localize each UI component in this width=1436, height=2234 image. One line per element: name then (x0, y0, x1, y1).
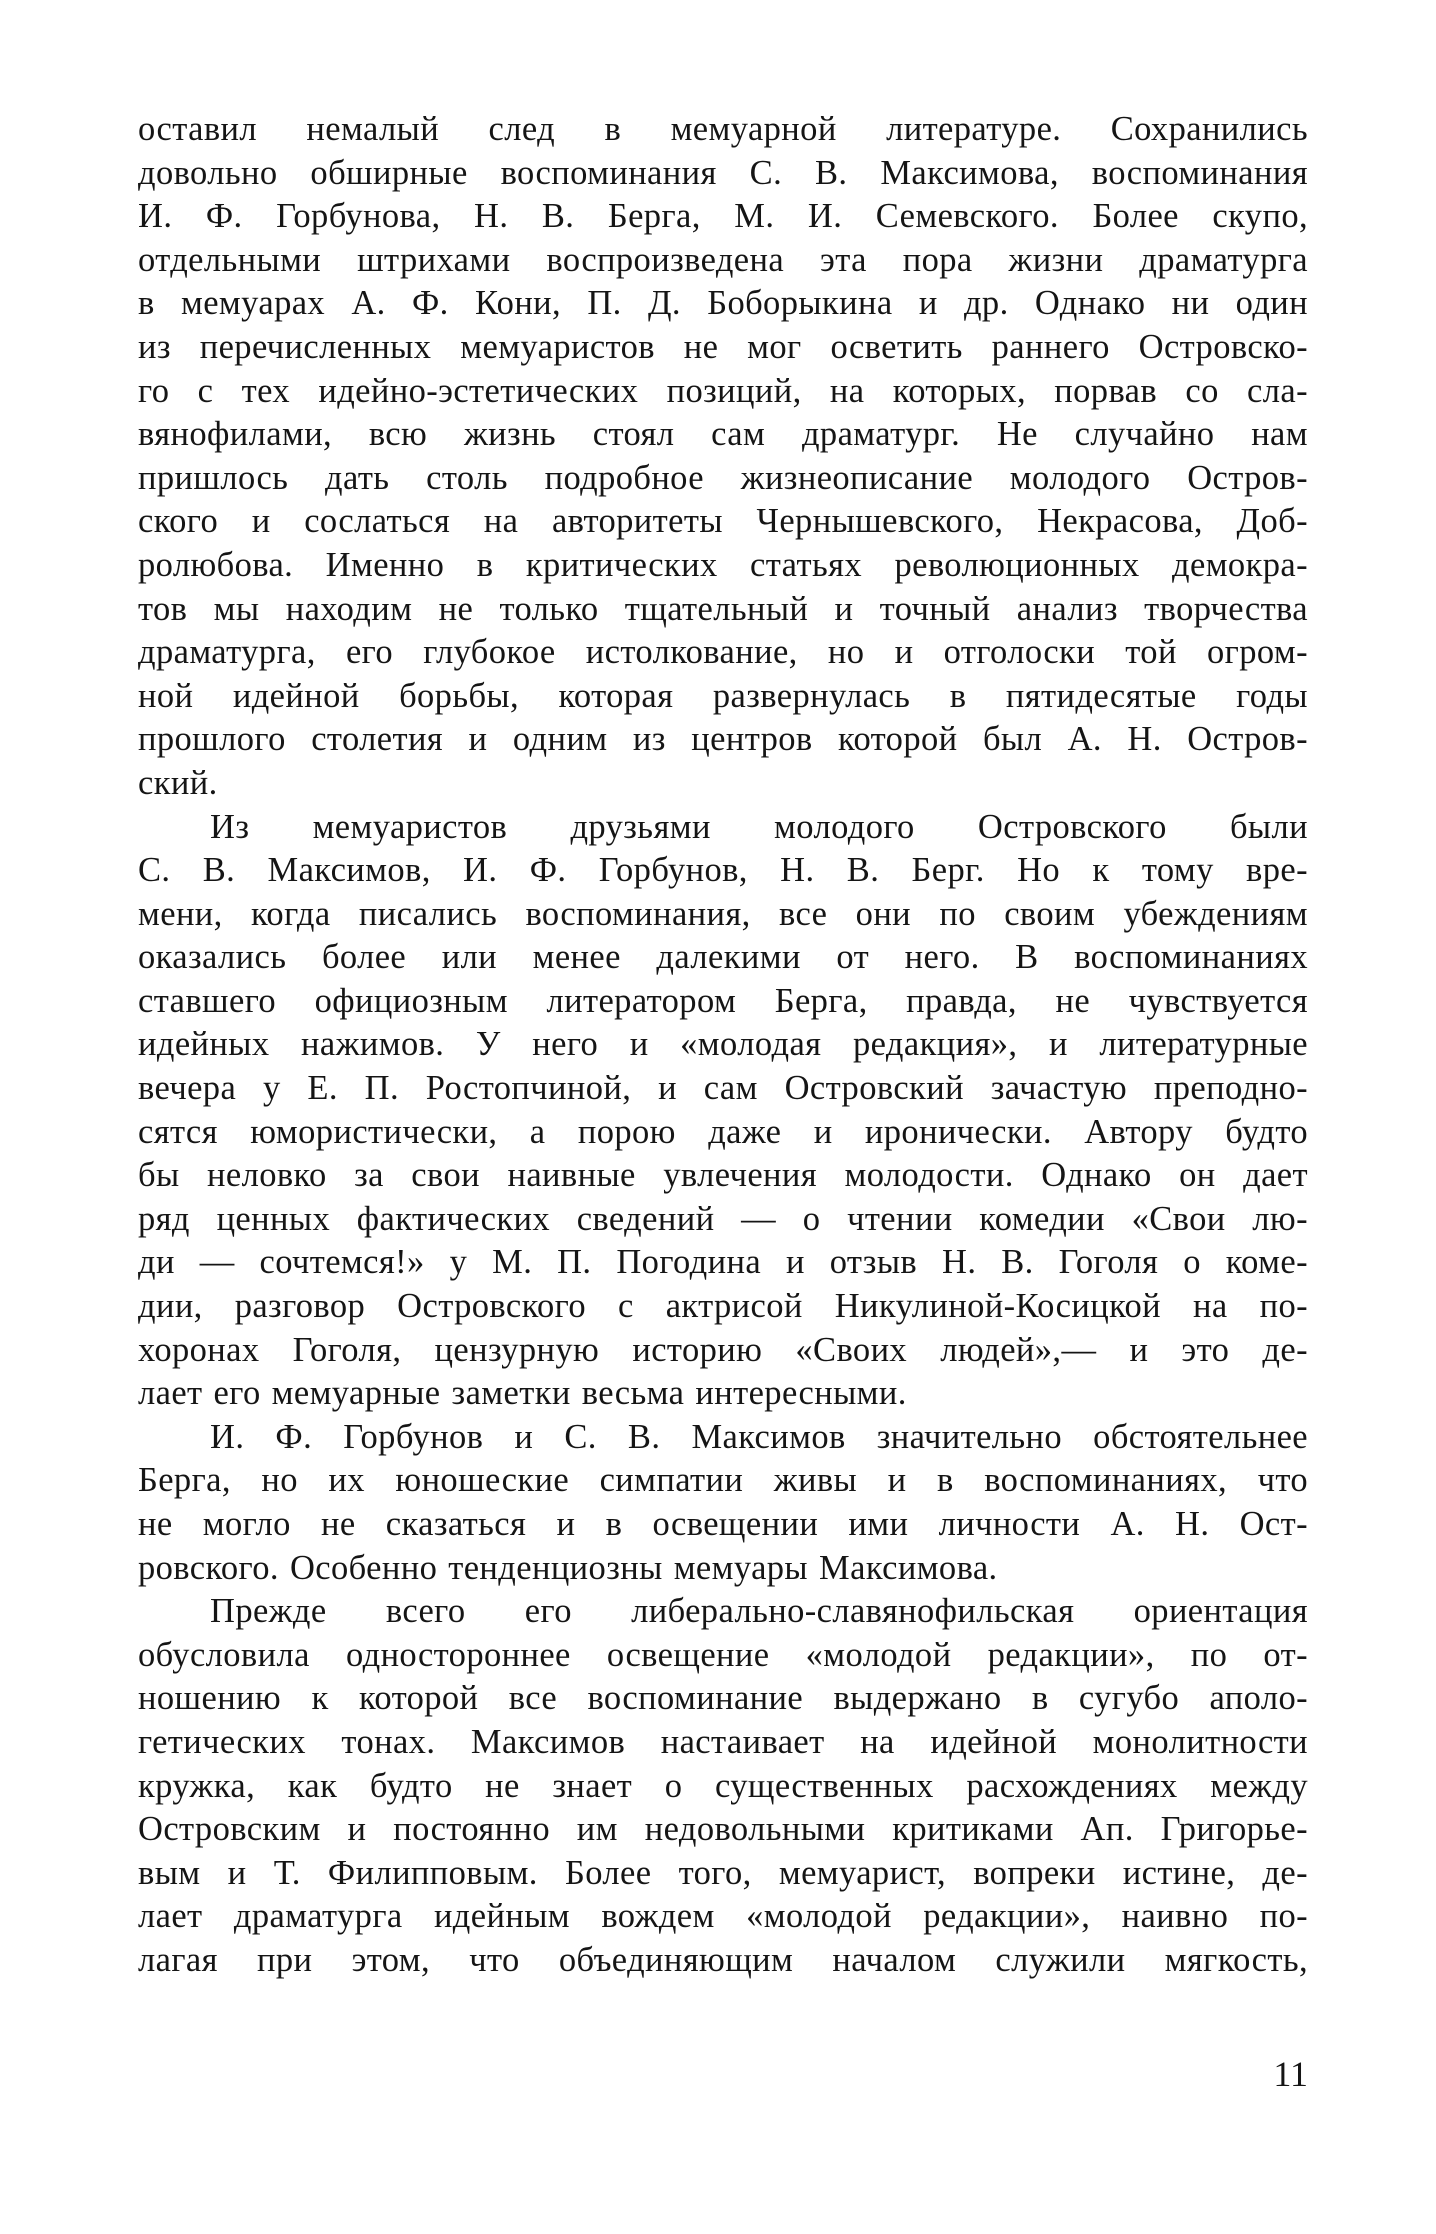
text-line: бы неловко за свои наивные увлечения молодости. Однако он дает (138, 1156, 1308, 1195)
text-line: вым и Т. Филипповым. Более того, мемуарист, вопреки истине, де- (138, 1853, 1308, 1892)
text-line: в мемуарах А. Ф. Кони, П. Д. Боборыкина и др. Однако ни один (138, 284, 1308, 323)
text-line: И. Ф. Горбунов и С. В. Максимов значительно обстоятельнее (210, 1417, 1308, 1456)
text-line: го с тех идейно-эстетических позиций, на которых, порвав со сла- (138, 371, 1308, 410)
text-line: идейных нажимов. У него и «молодая редакция», и литературные (138, 1025, 1308, 1064)
text-line: Из мемуаристов друзьями молодого Островского были (210, 807, 1308, 846)
text-line: обусловила одностороннее освещение «молодой редакции», по от- (138, 1635, 1308, 1674)
body-text (138, 108, 1308, 1983)
text-line: прошлого столетия и одним из центров которой был А. Н. Остров- (138, 720, 1308, 759)
text-line: ровского. Особенно тенденциозны мемуары Максимова. (138, 1548, 998, 1587)
text-line: ского и сослаться на авторитеты Чернышевского, Некрасова, Доб- (138, 502, 1308, 541)
text-line: ной идейной борьбы, которая развернулась в пятидесятые годы (138, 676, 1308, 715)
page-number: 11 (1273, 2054, 1308, 2094)
text-line: не могло не сказаться и в освещении ими личности А. Н. Ост- (138, 1505, 1308, 1543)
text-line: ношению к которой все воспоминание выдержано в сугубо аполо- (138, 1679, 1308, 1718)
text-line: ди — сочтемся!» у М. П. Погодина и отзыв Н. В. Гоголя о коме- (138, 1243, 1308, 1282)
text-line: тов мы находим не только тщательный и точный анализ творчества (138, 589, 1308, 628)
text-line: ставшего официозным литератором Берга, правда, не чувствуется (138, 981, 1308, 1020)
text-line: Прежде всего его либерально-славянофильская ориентация (210, 1592, 1308, 1631)
text-line: дии, разговор Островского с актрисой Никулиной-Косицкой на по- (138, 1287, 1308, 1326)
text-line: пришлось дать столь подробное жизнеописание молодого Остров- (138, 458, 1308, 497)
text-line: оставил немалый след в мемуарной литературе. Сохранились (138, 110, 1308, 148)
text-line: кружка, как будто не знает о существенных расхождениях между (138, 1766, 1308, 1805)
text-line: хоронах Гоголя, цензурную историю «Своих людей»,— и это де- (138, 1330, 1308, 1369)
text-line: драматурга, его глубокое истолкование, но и отголоски той огром- (138, 633, 1308, 672)
text-line: оказались более или менее далекими от него. В воспоминаниях (138, 938, 1308, 977)
text-line: ский. (138, 763, 218, 802)
text-line: ролюбова. Именно в критических статьях революционных демокра- (138, 545, 1308, 584)
text-line: ряд ценных фактических сведений — о чтении комедии «Свои лю- (138, 1199, 1308, 1238)
text-line: сятся юмористически, а порою даже и иронически. Автору будто (138, 1112, 1308, 1151)
text-line: отдельными штрихами воспроизведена эта пора жизни драматурга (138, 240, 1308, 279)
text-line: И. Ф. Горбунова, Н. В. Берга, М. И. Семевского. Более скупо, (138, 197, 1308, 236)
text-line: лает драматурга идейным вождем «молодой редакции», наивно по- (138, 1897, 1308, 1936)
text-line: лает его мемуарные заметки весьма интересными. (138, 1374, 907, 1413)
text-line: мени, когда писались воспоминания, все они по своим убеждениям (138, 894, 1308, 933)
text-line: вечера у Е. П. Ростопчиной, и сам Островский зачастую преподно- (138, 1069, 1308, 1108)
text-line: С. В. Максимов, И. Ф. Горбунов, Н. В. Берг. Но к тому вре- (138, 851, 1308, 890)
text-line: довольно обширные воспоминания С. В. Максимова, воспоминания (138, 153, 1308, 192)
text-line: гетических тонах. Максимов настаивает на идейной монолитности (138, 1722, 1308, 1761)
text-line: из перечисленных мемуаристов не мог осветить раннего Островско- (138, 327, 1308, 366)
text-line: Берга, но их юношеские симпатии живы и в воспоминаниях, что (138, 1461, 1308, 1500)
text-line: лагая при этом, что объединяющим началом служили мягкость, (138, 1940, 1308, 1979)
text-line: вянофилами, всю жизнь стоял сам драматург. Не случайно нам (138, 415, 1308, 454)
text-line: Островским и постоянно им недовольными критиками Ап. Григорье- (138, 1810, 1308, 1849)
